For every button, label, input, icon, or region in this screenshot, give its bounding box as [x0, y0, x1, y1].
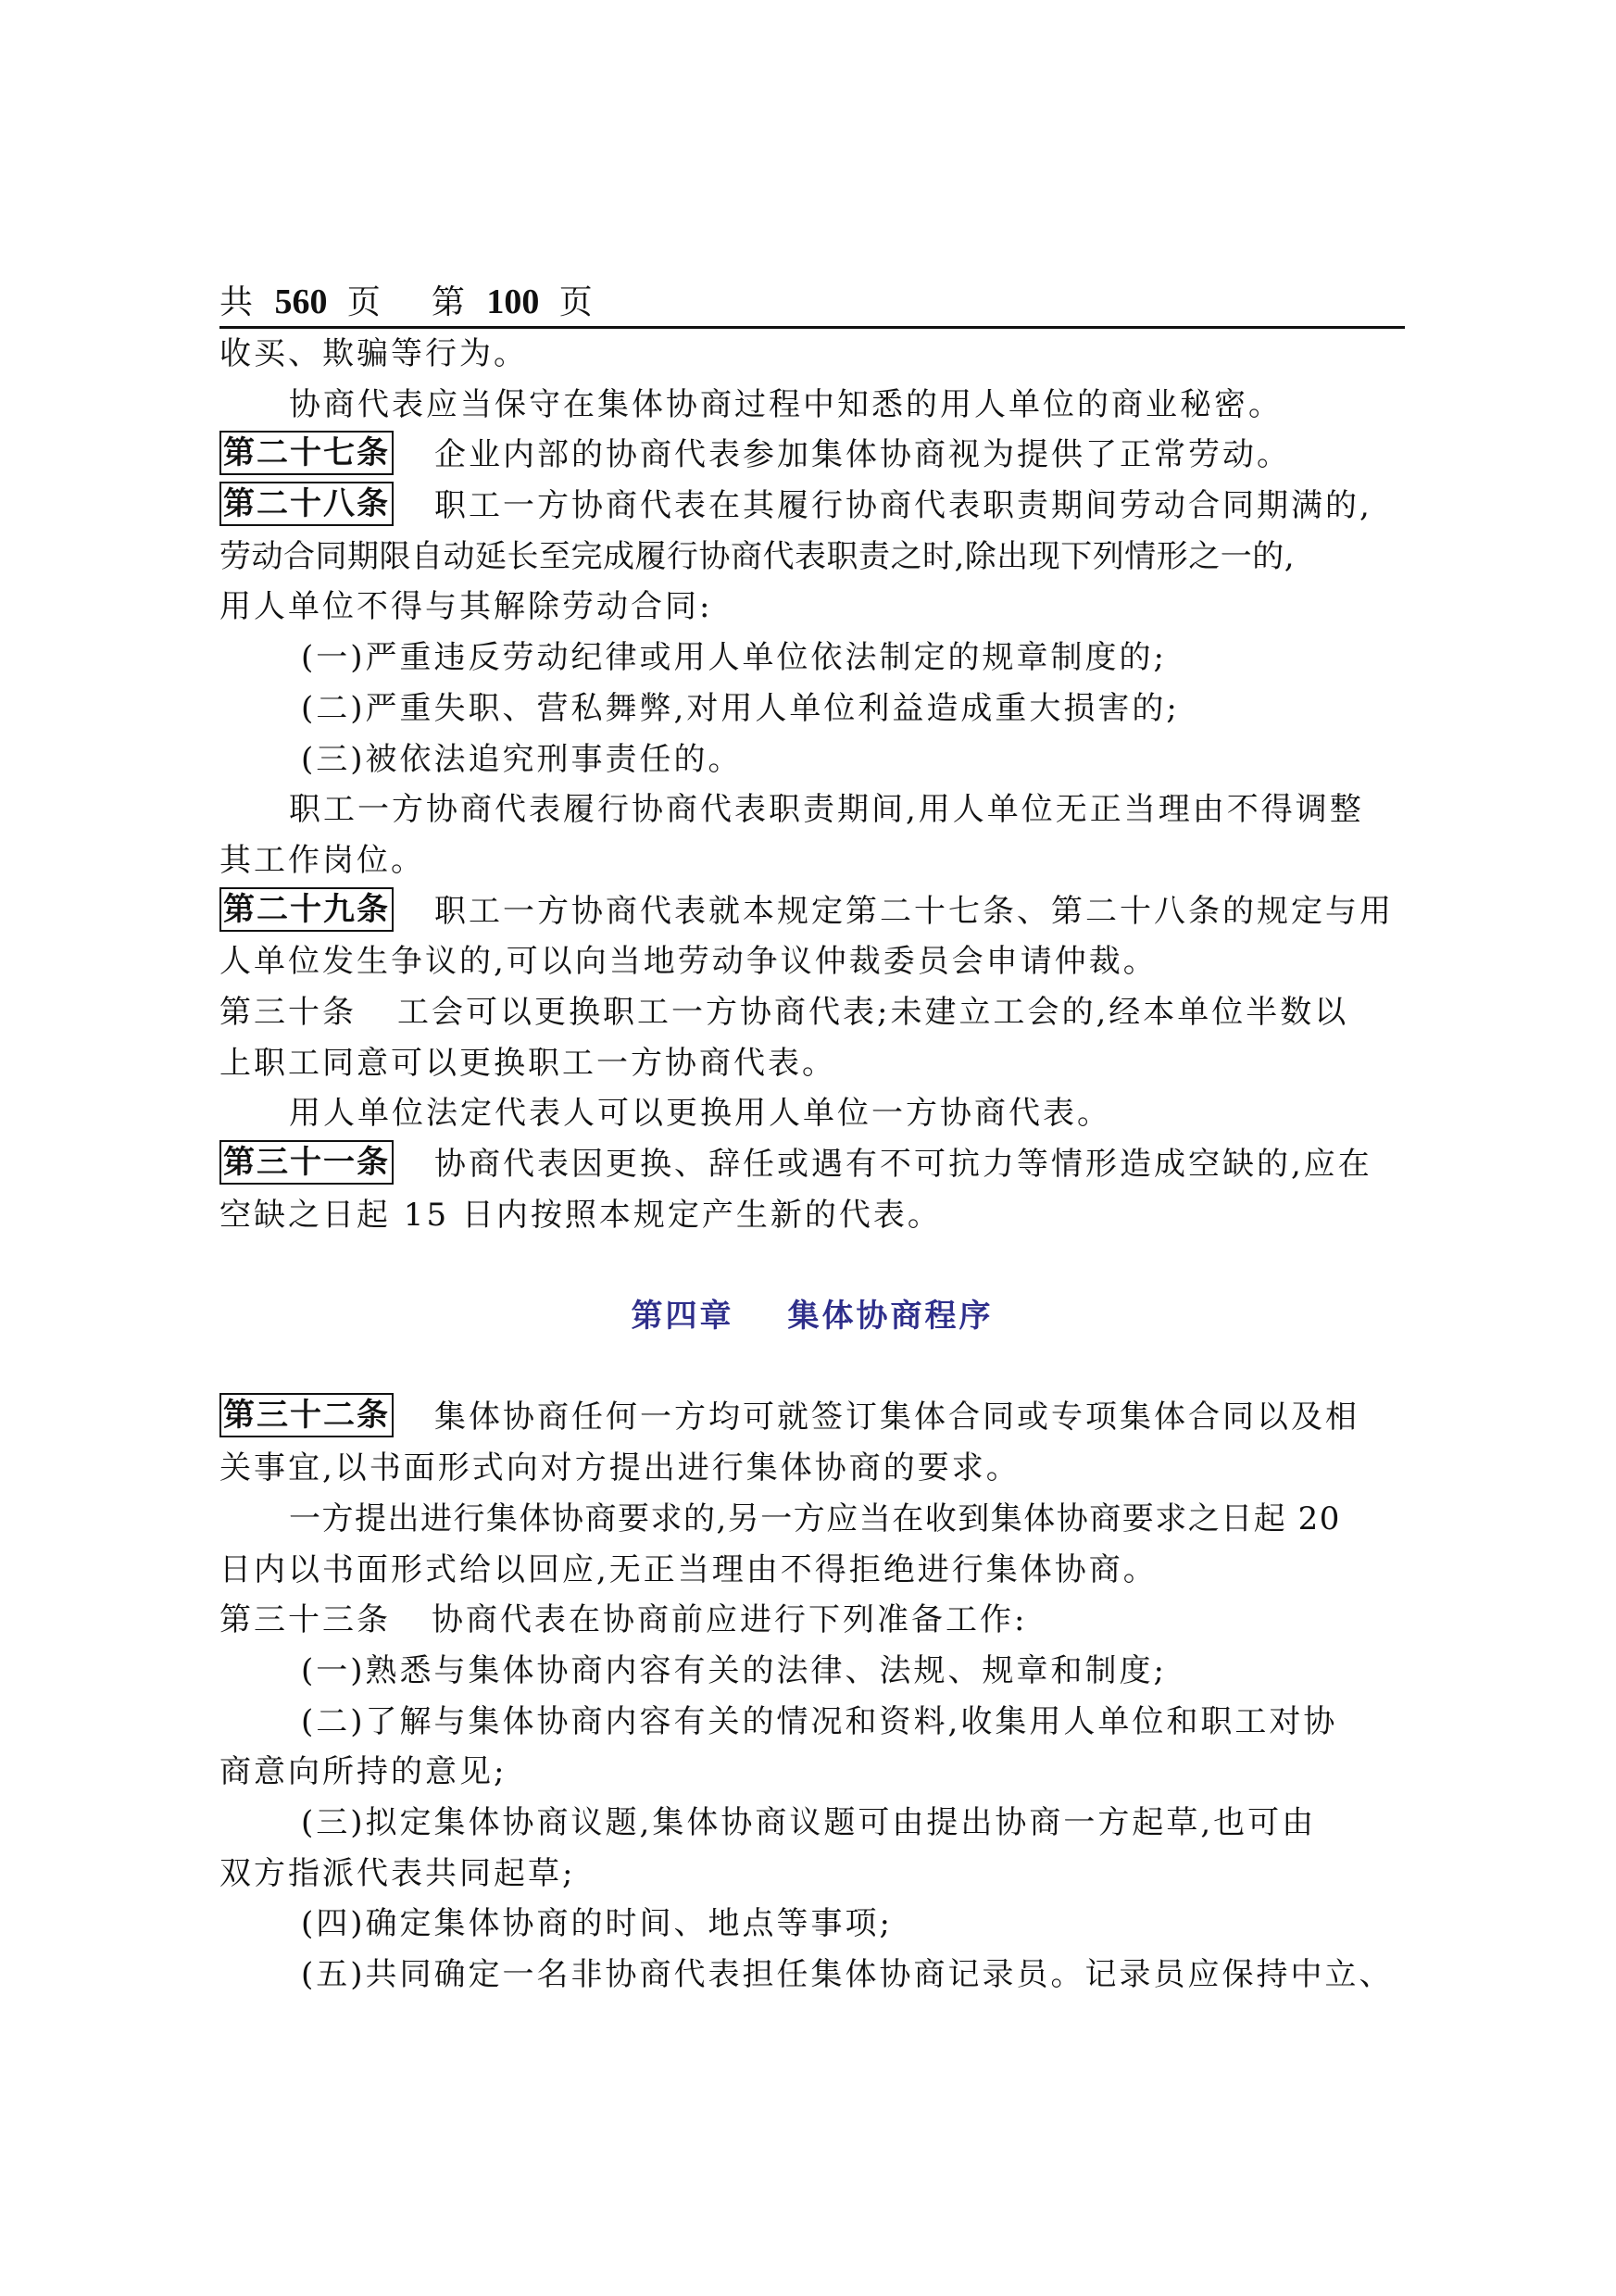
text-line: 劳动合同期限自动延长至完成履行协商代表职责之时,除出现下列情形之一的, — [219, 537, 1296, 575]
text-line: 一方提出进行集体协商要求的,另一方应当在收到集体协商要求之日起 20 — [289, 1499, 1341, 1537]
article-33 — [219, 1595, 1405, 1646]
article-32-text: 集体协商任何一方均可就签订集体合同或专项集体合同以及相 — [434, 1399, 1359, 1437]
list-item: (三)被依法追究刑事责任的。 — [301, 740, 743, 778]
chapter-title: 集体协商程序 — [787, 1298, 994, 1336]
document-body — [219, 329, 1405, 2001]
text-line: 用人单位法定代表人可以更换用人单位一方协商代表。 — [289, 1095, 1111, 1133]
article-32-label: 第三十二条 — [219, 1393, 394, 1437]
article-27-text: 企业内部的协商代表参加集体协商视为提供了正常劳动。 — [434, 436, 1291, 474]
article-30-label: 第三十条 — [219, 993, 357, 1031]
list-item: (四)确定集体协商的时间、地点等事项; — [301, 1905, 893, 1943]
article-27-label: 第二十七条 — [219, 431, 394, 475]
article-28-text: 职工一方协商代表在其履行协商代表职责期间劳动合同期满的, — [434, 487, 1372, 525]
text-line: 协商代表应当保守在集体协商过程中知悉的用人单位的商业秘密。 — [289, 385, 1283, 423]
document-page — [219, 278, 1405, 2001]
article-31 — [219, 1139, 1405, 1190]
article-28-label: 第二十八条 — [219, 482, 394, 526]
list-item: (三)拟定集体协商议题,集体协商议题可由提出协商一方起草,也可由 — [301, 1803, 1317, 1841]
article-27 — [219, 430, 1405, 481]
list-item: (一)严重违反劳动纪律或用人单位依法制定的规章制度的; — [301, 639, 1167, 677]
article-32 — [219, 1392, 1405, 1443]
article-28 — [219, 481, 1405, 532]
chapter-heading — [219, 1291, 1405, 1342]
list-item: (一)熟悉与集体协商内容有关的法律、法规、规章和制度; — [301, 1651, 1167, 1689]
list-item: (二)严重失职、营私舞弊,对用人单位利益造成重大损害的; — [301, 689, 1180, 727]
text-line: 商意向所持的意见; — [219, 1753, 507, 1791]
article-31-label: 第三十一条 — [219, 1140, 394, 1185]
header-total-pages: 560 — [274, 282, 328, 321]
text-line: 空缺之日起 15 日内按照本规定产生新的代表。 — [219, 1196, 942, 1234]
text-line: 人单位发生争议的,可以向当地劳动争议仲裁委员会申请仲裁。 — [219, 943, 1158, 981]
text-line: 关事宜,以书面形式向对方提出进行集体协商的要求。 — [219, 1449, 1021, 1487]
text-line: 收买、欺骗等行为。 — [219, 335, 528, 372]
article-29-text: 职工一方协商代表就本规定第二十七条、第二十八条的规定与用 — [434, 892, 1394, 930]
text-line: 用人单位不得与其解除劳动合同: — [219, 588, 713, 626]
chapter-number: 第四章 — [631, 1298, 734, 1336]
article-31-text: 协商代表因更换、辞任或遇有不可抗力等情形造成空缺的,应在 — [434, 1146, 1372, 1183]
text-line: 双方指派代表共同起草; — [219, 1854, 576, 1892]
text-line: 职工一方协商代表履行协商代表职责期间,用人单位无正当理由不得调整 — [289, 791, 1364, 829]
header-total-suffix: 页 — [346, 283, 382, 321]
text-line: 上职工同意可以更换职工一方协商代表。 — [219, 1044, 836, 1082]
article-33-label: 第三十三条 — [219, 1601, 391, 1639]
text-line: 日内以书面形式给以回应,无正当理由不得拒绝进行集体协商。 — [219, 1550, 1158, 1588]
article-29 — [219, 886, 1405, 937]
header-page-number: 100 — [486, 282, 540, 321]
text-line: 其工作岗位。 — [219, 841, 425, 879]
page-header — [219, 278, 1405, 329]
article-30 — [219, 987, 1405, 1038]
header-page-suffix: 页 — [558, 283, 595, 321]
article-29-label: 第二十九条 — [219, 887, 394, 932]
article-33-text: 协商代表在协商前应进行下列准备工作: — [432, 1601, 1028, 1639]
header-page-prefix: 第 — [431, 283, 467, 321]
list-item: (五)共同确定一名非协商代表担任集体协商记录员。记录员应保持中立、 — [301, 1956, 1394, 1993]
article-30-text: 工会可以更换职工一方协商代表;未建立工会的,经本单位半数以 — [397, 993, 1349, 1031]
list-item: (二)了解与集体协商内容有关的情况和资料,收集用人单位和职工对协 — [301, 1702, 1338, 1740]
header-total-prefix: 共 — [219, 283, 256, 321]
